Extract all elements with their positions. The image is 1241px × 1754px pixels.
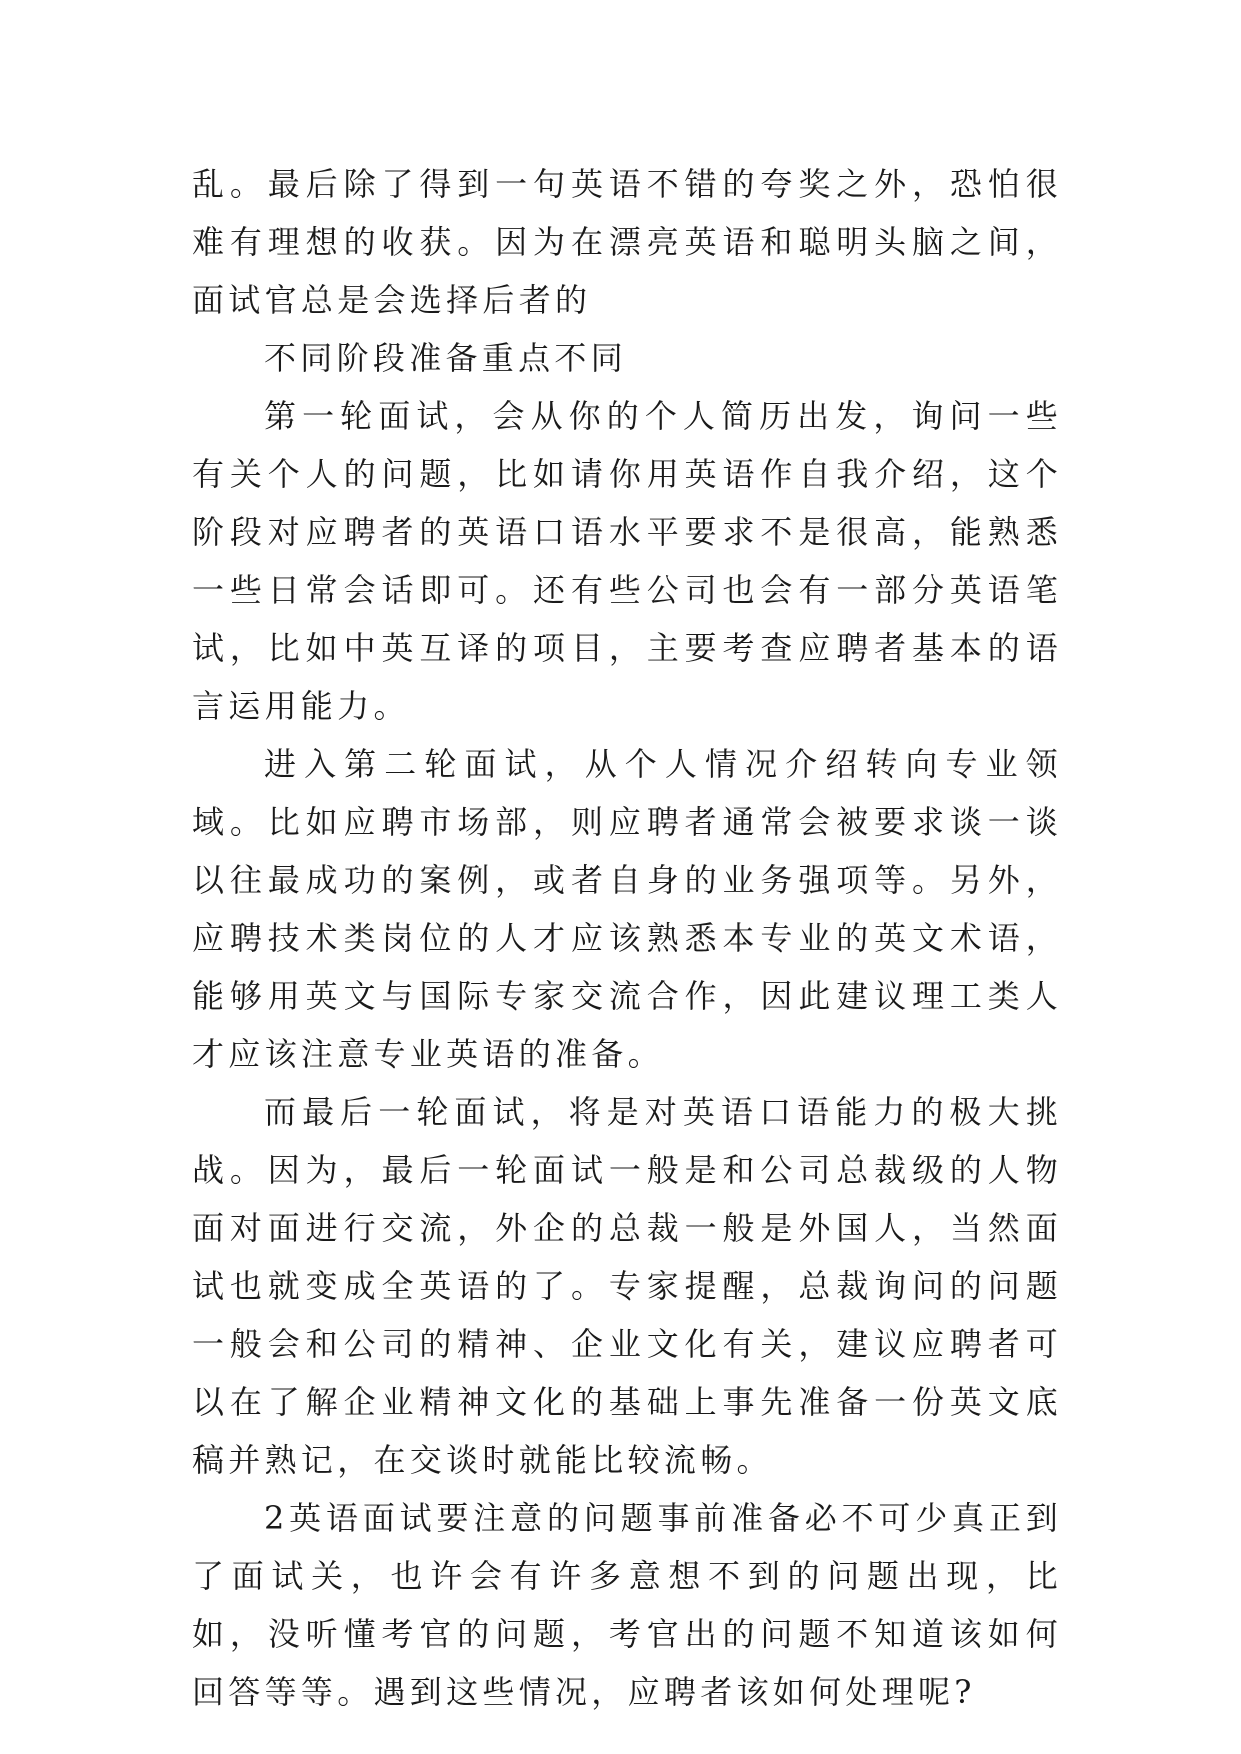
section-heading: 不同阶段准备重点不同	[264, 339, 628, 377]
paragraph-first-round: 第一轮面试，会从你的个人简历出发，询问一些有关个人的问题，比如请你用英语作自我介绍，这个阶段对应聘者的英语口语水平要求不是很高，能熟悉一些日常会话即可。还有些公司也会有一部分英语笔试，比如中英互译的项目，主要考查应聘者基本的语言运用能力。	[192, 397, 1062, 725]
paragraph-continuation: 乱。最后除了得到一句英语不错的夸奖之外，恐怕很难有理想的收获。因为在漂亮英语和聪明头脑之间，面试官总是会选择后者的	[192, 165, 1062, 319]
document-body	[192, 155, 1062, 1721]
paragraph-second-round: 进入第二轮面试，从个人情况介绍转向专业领域。比如应聘市场部，则应聘者通常会被要求谈一谈以往最成功的案例，或者自身的业务强项等。另外，应聘技术类岗位的人才应该熟悉本专业的英文术语，能够用英文与国际专家交流合作，因此建议理工类人才应该注意专业英语的准备。	[192, 745, 1062, 1073]
paragraph-final-round: 而最后一轮面试，将是对英语口语能力的极大挑战。因为，最后一轮面试一般是和公司总裁级的人物面对面进行交流，外企的总裁一般是外国人，当然面试也就变成全英语的了。专家提醒，总裁询问的问题一般会和公司的精神、企业文化有关，建议应聘者可以在了解企业精神文化的基础上事先准备一份英文底稿并熟记，在交谈时就能比较流畅。	[192, 1093, 1062, 1479]
paragraph-interview-tips: 2英语面试要注意的问题事前准备必不可少真正到了面试关，也许会有许多意想不到的问题出现，比如，没听懂考官的问题，考官出的问题不知道该如何回答等等。遇到这些情况，应聘者该如何处理呢?	[192, 1499, 1062, 1711]
